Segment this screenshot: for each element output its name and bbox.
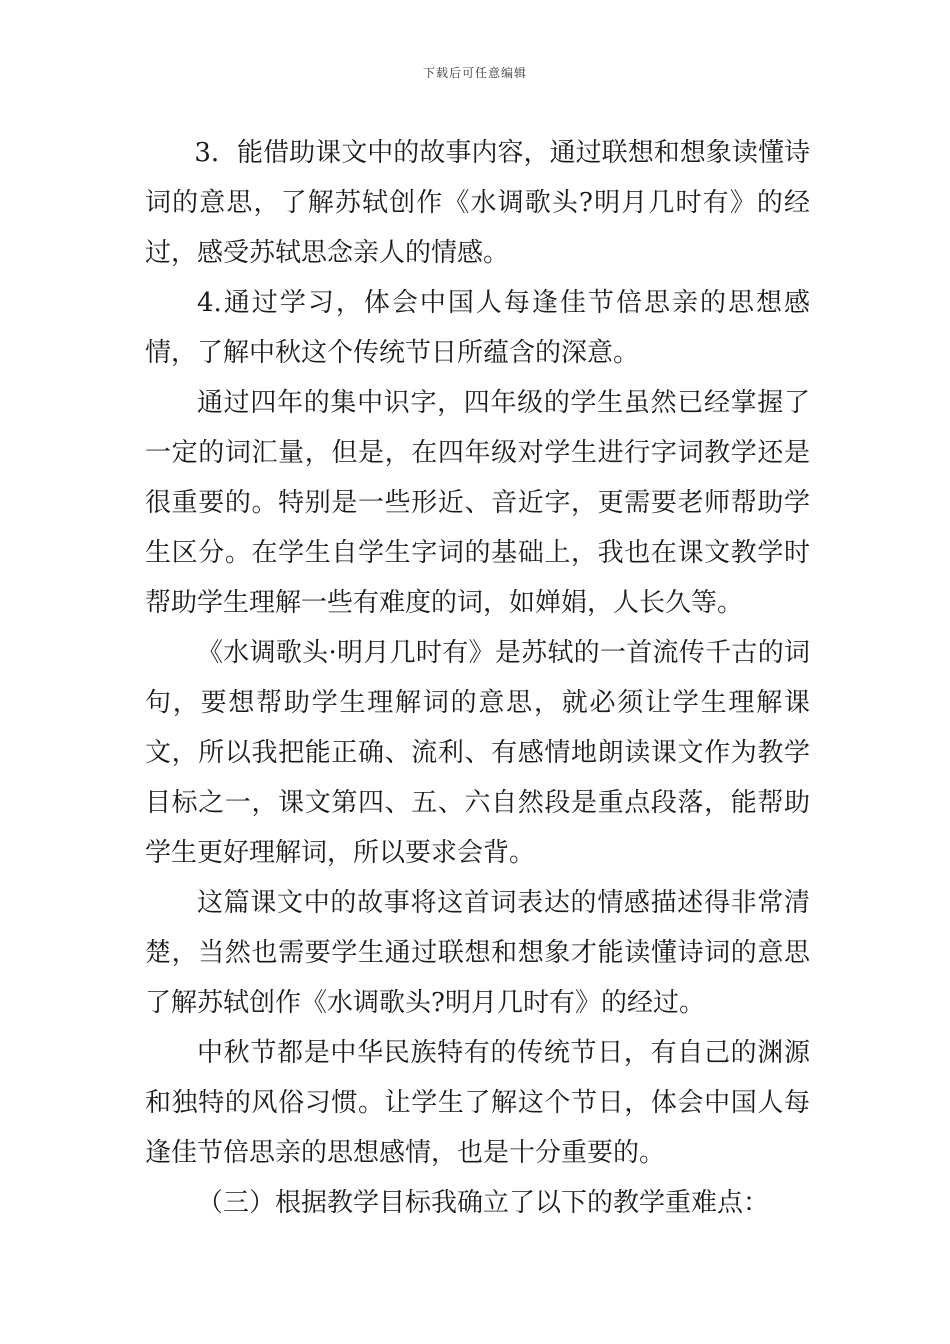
document-body: [145, 128, 810, 1228]
paragraph-objective-4: 4.通过学习，体会中国人每逢佳节倍思亲的思想感情，了解中秋这个传统节日所蕴含的深意。: [145, 288, 810, 368]
paragraph-recitation: 《水调歌头·明月几时有》是苏轼的一首流传千古的词句，要想帮助学生理解词的意思，就必须让学生理解课文，所以我把能正确、流利、有感情地朗读课文作为教学目标之一，课文第四、五、六自然段是重点段落，能帮助学生更好理解词，所以要求会背。: [145, 638, 810, 868]
paragraph-objective-3: 3．能借助课文中的故事内容，通过联想和想象读懂诗词的意思，了解苏轼创作《水调歌头?明月几时有》的经过，感受苏轼思念亲人的情感。: [145, 138, 810, 268]
paragraph-mid-autumn: 中秋节都是中华民族特有的传统节日，有自己的渊源和独特的风俗习惯。让学生了解这个节日，体会中国人每逢佳节倍思亲的思想感情，也是十分重要的。: [145, 1038, 810, 1168]
paragraph-vocabulary: 通过四年的集中识字，四年级的学生虽然已经掌握了一定的词汇量，但是，在四年级对学生进行字词教学还是很重要的。特别是一些形近、音近字，更需要老师帮助学生区分。在学生自学生字词的基础上，我也在课文教学时帮助学生理解一些有难度的词，如婵娟，人长久等。: [145, 388, 810, 618]
paragraph-section-heading: （三）根据教学目标我确立了以下的教学重难点：: [197, 1188, 770, 1218]
page-header: 下载后可任意编辑: [422, 66, 527, 80]
paragraph-story: 这篇课文中的故事将这首词表达的情感描述得非常清楚，当然也需要学生通过联想和想象才能读懂诗词的意思了解苏轼创作《水调歌头?明月几时有》的经过。: [145, 888, 810, 1018]
